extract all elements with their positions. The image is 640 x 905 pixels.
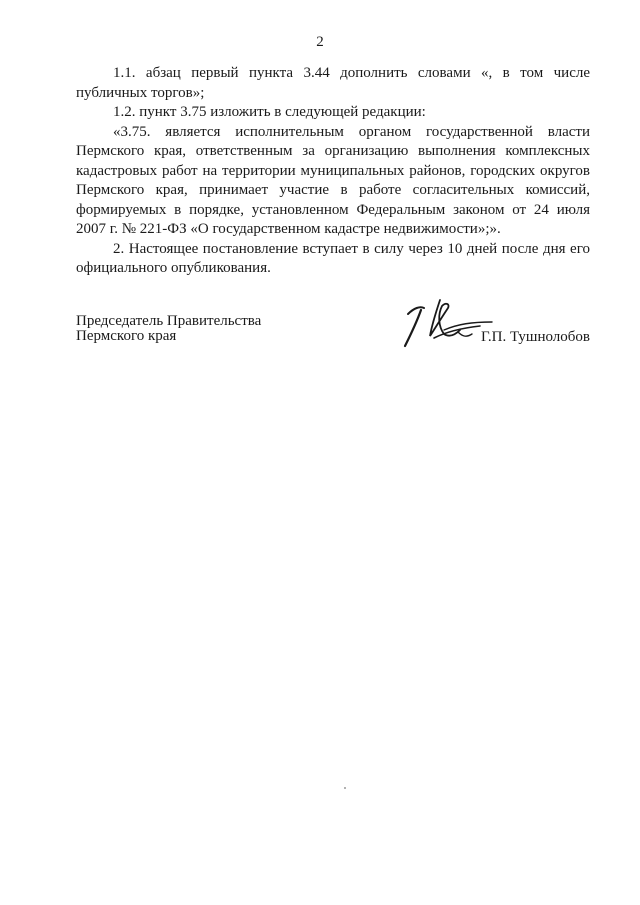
signature-block <box>76 314 590 374</box>
paragraph-2: 2. Настоящее постановление вступает в силу через 10 дней после дня его официального опубликования. <box>76 240 590 276</box>
signatory-title-line-1: Председатель Правительства <box>76 313 262 329</box>
scan-artifact-dot <box>344 787 346 789</box>
document-body <box>76 64 590 279</box>
paragraph-1-2: 1.2. пункт 3.75 изложить в следующей редакции: <box>113 104 426 120</box>
paragraph-3-75-quote: «3.75. является исполнительным органом государственной власти Пермского края, ответственным за организацию выполнения комплексных кадастровых работ на территории муниципальных районов, городских округов Пермского края, принимает участие в работе согласительных комиссий, формируемых в порядке, установленном Федеральным законом от 24 июля 2007 г. № 221-ФЗ «О государственном кадастре недвижимости»;». <box>76 123 590 237</box>
paragraph-1-1: 1.1. абзац первый пункта 3.44 дополнить словами «, в том числе публичных торгов»; <box>76 65 590 101</box>
page-number: 2 <box>316 34 324 50</box>
signatory-name: Г.П. Тушнолобов <box>480 329 590 345</box>
signatory-title-line-2: Пермского края <box>76 328 177 344</box>
signatory-title <box>76 314 261 344</box>
handwritten-signature <box>400 294 500 356</box>
